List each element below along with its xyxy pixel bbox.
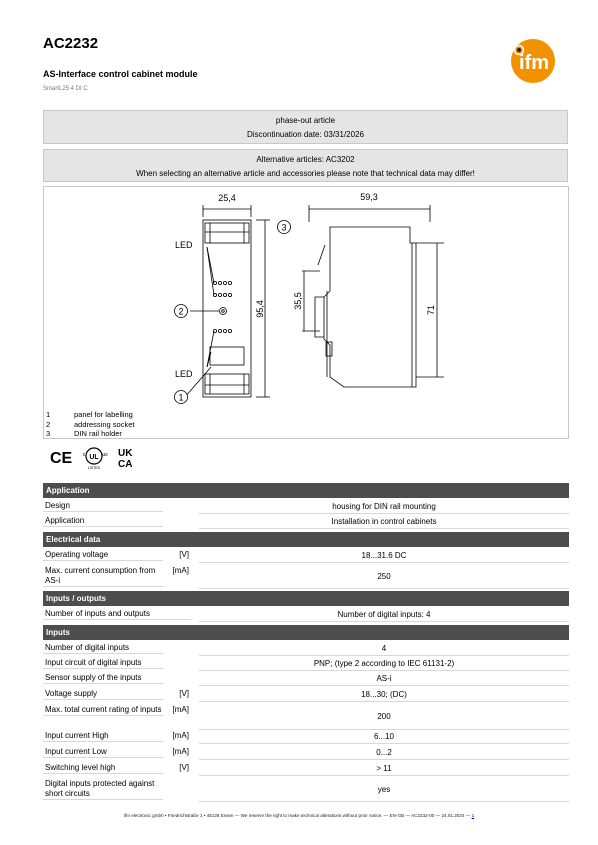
ifm-logo (508, 39, 558, 83)
dimension-drawing-panel (43, 186, 569, 439)
section-electrical: Electrical data (43, 532, 569, 547)
page-number-link[interactable]: 1 (471, 813, 475, 818)
dim-front-width: 25,4 (218, 193, 236, 203)
svg-text:CA: CA (118, 459, 133, 470)
table-row: Voltage supply [V] 18...30; (DC) (43, 687, 569, 702)
led-label-bottom: LED (175, 369, 193, 379)
dim-side-width: 59,3 (360, 192, 378, 202)
dim-rail: 35,5 (293, 292, 303, 310)
callout-1-label: 1 (178, 392, 184, 403)
led-label-top: LED (175, 240, 193, 250)
logo-text: ifm (519, 52, 549, 74)
dim-depth: 71 (426, 304, 436, 316)
svg-text:LISTED: LISTED (87, 466, 101, 470)
phase-out-notice (43, 110, 568, 144)
section-inputs-outputs: Inputs / outputs (43, 591, 569, 606)
culus-listed-icon (83, 448, 108, 470)
svg-text:UL: UL (89, 454, 99, 461)
table-row: Input circuit of digital inputs PNP; (type 2 according to IEC 61131-2) (43, 656, 569, 671)
alternative-warning: When selecting an alternative article and accessories please note that technical data may differ! (136, 169, 475, 178)
table-row: Max. current consumption from AS-i [mA] 250 (43, 564, 569, 589)
dimension-drawing (44, 187, 568, 438)
product-subtitle: AS-Interface control cabinet module (43, 69, 198, 79)
svg-text:c: c (82, 452, 86, 458)
table-row: Application Installation in control cabinets (43, 514, 569, 529)
legend-item: 2 addressing socket (46, 419, 135, 429)
table-row: Operating voltage [V] 18...31.6 DC (43, 548, 569, 563)
table-row: Number of inputs and outputs Number of digital inputs: 4 (43, 607, 569, 622)
table-row: Switching level high [V] > 11 (43, 761, 569, 776)
table-row: Number of digital inputs 4 (43, 641, 569, 656)
legend-item: 3 DIN rail holder (46, 429, 122, 438)
section-application: Application (43, 483, 569, 498)
drawing-legend (46, 410, 134, 439)
table-row: Input current Low [mA] 0...2 (43, 745, 569, 760)
certification-marks (48, 444, 148, 470)
status-text: phase-out article (275, 116, 336, 125)
page-footer (0, 813, 598, 818)
table-row: Digital inputs protected against short circuits yes (43, 777, 569, 802)
alternative-article: Alternative articles: AC3202 (256, 155, 355, 164)
ukca-mark-icon (118, 448, 133, 470)
callout-3-label: 3 (281, 222, 287, 233)
product-variant: SmartL25 4 DI C (43, 86, 88, 92)
table-row: Design housing for DIN rail mounting (43, 499, 569, 514)
section-inputs: Inputs (43, 625, 569, 640)
footer-text: ifm electronic gmbh • Friedrichstraße 1 • 45128 Essen — We reserve the right to make technical alterations without prior notice. — EN-GB — AC2232-00 — 24.01.2024 — (123, 813, 471, 818)
svg-text:us: us (102, 452, 108, 458)
legend-item: 1 panel for labelling (46, 410, 133, 419)
svg-text:CE: CE (50, 450, 73, 467)
table-row: Input current High [mA] 6...10 (43, 729, 569, 744)
dim-height: 95,4 (255, 300, 265, 318)
product-title: AC2232 (43, 35, 99, 52)
ce-mark-icon (50, 450, 73, 467)
table-row: Sensor supply of the inputs AS-i (43, 671, 569, 686)
discontinuation-date: Discontinuation date: 03/31/2026 (247, 130, 364, 139)
table-row: Max. total current rating of inputs [mA] 200 (43, 703, 569, 728)
callout-2-label: 2 (178, 306, 184, 317)
alternative-notice (43, 149, 568, 182)
svg-text:UK: UK (118, 448, 133, 459)
